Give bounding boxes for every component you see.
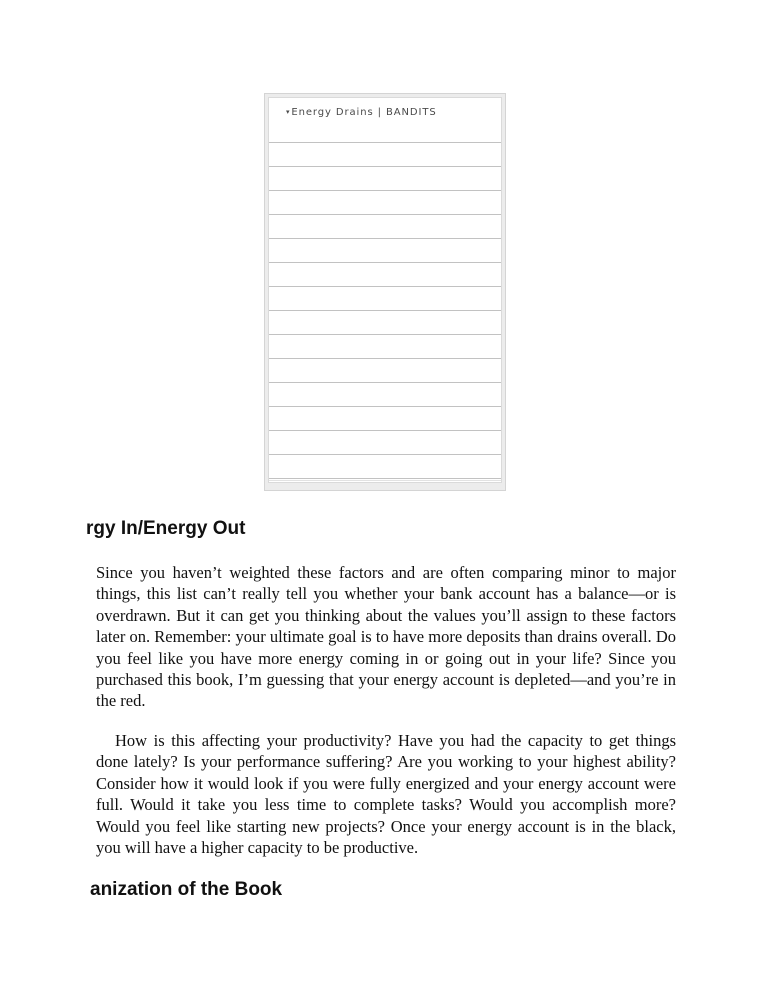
notebook-page bbox=[268, 97, 502, 483]
ruled-line bbox=[268, 238, 502, 239]
ruled-line bbox=[268, 286, 502, 287]
ruled-line bbox=[268, 214, 502, 215]
ruled-line bbox=[268, 310, 502, 311]
figure-header-text: Energy Drains | BANDITS bbox=[291, 107, 437, 118]
ruled-line bbox=[268, 190, 502, 191]
ruled-lines bbox=[269, 98, 501, 482]
triangle-down-icon: ▾ bbox=[286, 108, 291, 116]
ruled-line bbox=[268, 358, 502, 359]
ruled-line bbox=[268, 262, 502, 263]
body-paragraph-1: Since you haven’t weighted these factors and are often comparing minor to major things, this list can’t really tell you whether your bank account has a balance—or is overdrawn. But it can get you thinking about the values you’ll assign to these factors later on. Remember: your ultimate goal is to have more deposits than drains overall. Do you feel like you have more energy coming in or going out in your life? Since you purchased this book, I’m guessing that your energy account is depleted—and you’re in the red. bbox=[96, 563, 676, 711]
ruled-line bbox=[268, 142, 502, 143]
ruled-line bbox=[268, 406, 502, 407]
ruled-line bbox=[268, 382, 502, 383]
section-heading-energy-in-out: rgy In/Energy Out bbox=[86, 518, 246, 539]
body-paragraph-2: How is this affecting your productivity? Have you had the capacity to get things done lately? Is your performance suffering? Are you working to your highest ability? Consider how it would look if you were fully energized and your energy account were full. Would it take you less time to complete tasks? Would you accomplish more? Would you feel like starting new projects? Once your energy account is in the black, you will have a higher capacity to be productive. bbox=[96, 731, 676, 858]
energy-drains-figure bbox=[264, 93, 506, 491]
section-heading-organization: anization of the Book bbox=[90, 879, 283, 900]
ruled-line bbox=[268, 454, 502, 455]
ruled-line bbox=[268, 478, 502, 479]
ruled-line bbox=[268, 334, 502, 335]
ruled-line bbox=[268, 430, 502, 431]
ruled-line bbox=[268, 166, 502, 167]
